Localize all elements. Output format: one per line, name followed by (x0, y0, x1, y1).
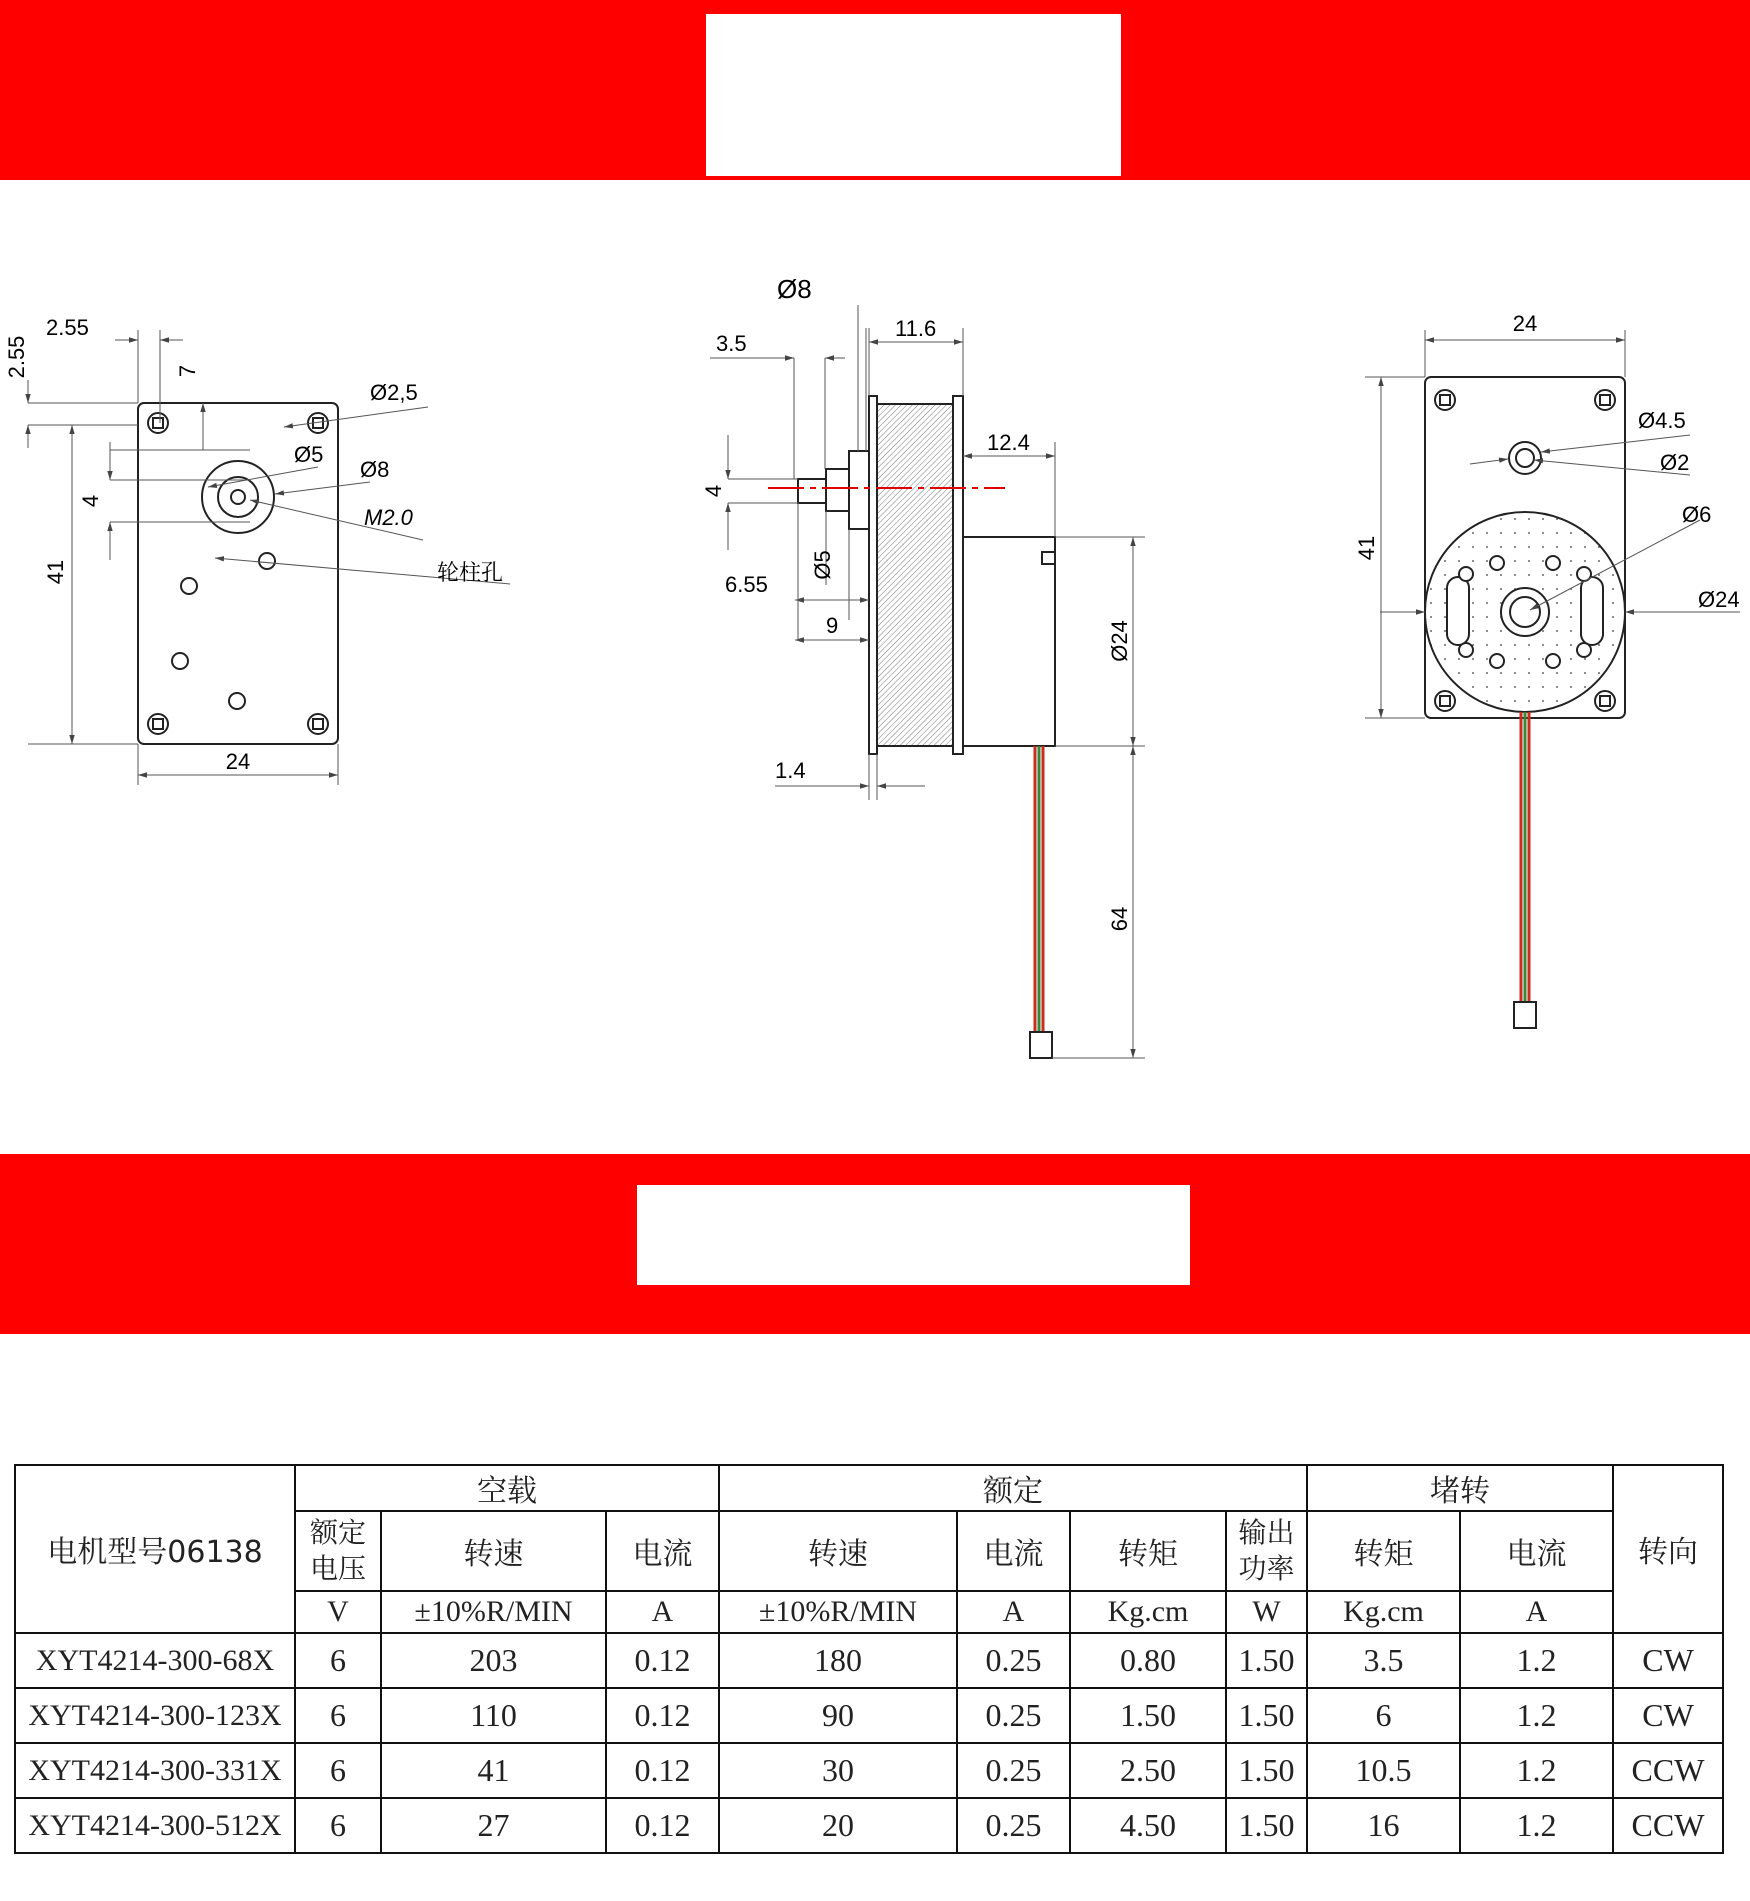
dim-width: 24 (225, 749, 251, 774)
model-cell: XYT4214-300-512X (15, 1798, 295, 1853)
gearbox-body (877, 404, 953, 746)
bearing-hole (1510, 597, 1540, 627)
table-cell: CCW (1613, 1798, 1723, 1853)
output-shaft-side (826, 469, 849, 511)
motor-can (963, 537, 1055, 746)
dim-total: 9 (826, 613, 839, 638)
pillar-hole (229, 693, 245, 709)
table-cell: 0.25 (957, 1688, 1070, 1743)
col-rated-speed: 转速 (719, 1511, 957, 1591)
model-cell: XYT4214-300-123X (15, 1688, 295, 1743)
unit-cell: A (606, 1591, 719, 1633)
unit-cell: Kg.cm (1307, 1591, 1460, 1633)
vent-hole (1490, 654, 1504, 668)
table-row (15, 1688, 1723, 1743)
dim-collar: Ø5 (294, 442, 324, 467)
table-cell: 6 (295, 1798, 381, 1853)
front-view-labels (4, 315, 503, 774)
gearbox-rear-plate (953, 396, 963, 754)
model-header: 电机型号06138 (15, 1465, 295, 1633)
vent-hole (1546, 654, 1560, 668)
col-stall-torque: 转矩 (1307, 1511, 1460, 1591)
table-cell: 10.5 (1307, 1743, 1460, 1798)
dim-shaft-len: 3.5 (716, 331, 747, 356)
dim-hub-dia: Ø8 (777, 274, 812, 304)
model-cell: XYT4214-300-68X (15, 1633, 295, 1688)
table-cell: 1.50 (1226, 1688, 1307, 1743)
pillar-hole (172, 653, 188, 669)
table-cell: 0.12 (606, 1743, 719, 1798)
table-cell: 180 (719, 1633, 957, 1688)
col-rated-torque: 转矩 (1070, 1511, 1226, 1591)
output-collar (218, 477, 258, 517)
dim-height: 41 (43, 559, 68, 585)
table-cell: CCW (1613, 1743, 1723, 1798)
vent-hole (1577, 643, 1591, 657)
unit-cell: ±10%R/MIN (719, 1591, 957, 1633)
unit-cell: W (1226, 1591, 1307, 1633)
label-pillar-hole: 轮柱孔 (437, 560, 504, 585)
pillar-hole (259, 553, 275, 569)
table-cell: 0.12 (606, 1633, 719, 1688)
table-cell: 6 (295, 1633, 381, 1688)
vent-hole (1459, 643, 1473, 657)
table-cell: 0.12 (606, 1688, 719, 1743)
table-cell: 0.25 (957, 1633, 1070, 1688)
table-cell: 0.12 (606, 1798, 719, 1853)
dim-hole-offset: 7 (175, 364, 200, 378)
dim-plate: 1.4 (775, 758, 806, 783)
dim-rear-pin: Ø2 (1660, 450, 1690, 475)
dim-shaft-flat-side: 4 (701, 484, 726, 498)
table-cell: 3.5 (1307, 1633, 1460, 1688)
table-cell: 30 (719, 1743, 957, 1798)
dim-lead: 64 (1107, 906, 1132, 932)
dim-mount-hole: Ø2,5 (370, 380, 418, 405)
table-row (15, 1798, 1723, 1853)
front-view-dimensions (28, 330, 510, 785)
table-cell: 6 (1307, 1688, 1460, 1743)
table-cell: 2.50 (1070, 1743, 1226, 1798)
dim-rear-bearing: Ø6 (1682, 502, 1712, 527)
mount-hole (148, 714, 168, 734)
middle-banner (0, 1154, 1750, 1334)
dim-motor-len: 12.4 (987, 430, 1030, 455)
table-cell: 16 (1307, 1798, 1460, 1853)
col-rated-voltage: 额定 电压 (295, 1511, 381, 1591)
table-row (15, 1633, 1723, 1688)
connector-side (1030, 1032, 1052, 1058)
vent-hole (1490, 556, 1504, 570)
col-rated-current: 电流 (957, 1511, 1070, 1591)
table-cell: 20 (719, 1798, 957, 1853)
table-cell: 1.50 (1226, 1743, 1307, 1798)
table-cell: 6 (295, 1743, 381, 1798)
unit-cell: A (957, 1591, 1070, 1633)
spec-table (14, 1464, 1724, 1854)
lead-wires-rear (1521, 712, 1529, 1002)
col-no-load-speed: 转速 (381, 1511, 606, 1591)
rear-pin (1516, 449, 1534, 467)
dim-thread: M2.0 (364, 505, 413, 530)
table-cell: 1.2 (1460, 1798, 1613, 1853)
table-cell: 1.2 (1460, 1743, 1613, 1798)
brush-slot (1447, 577, 1469, 645)
dim-rear-width: 24 (1512, 311, 1538, 336)
mount-hole (308, 714, 328, 734)
table-cell: 1.50 (1226, 1798, 1307, 1853)
table-cell: 90 (719, 1688, 957, 1743)
dim-gearbox-len: 11.6 (895, 316, 937, 341)
rear-view (1425, 377, 1625, 718)
dim-top-offset: 2.55 (4, 335, 29, 379)
table-cell: 1.2 (1460, 1633, 1613, 1688)
vent-hole (1459, 567, 1473, 581)
lead-wires-side (1035, 746, 1043, 1032)
connector-rear (1514, 1002, 1536, 1028)
middle-banner-title-box (637, 1185, 1190, 1285)
dim-left-offset: 2.55 (46, 315, 89, 340)
table-cell: CW (1613, 1688, 1723, 1743)
group-rated: 额定 (719, 1465, 1307, 1511)
dim-rear-motor: Ø24 (1698, 587, 1740, 612)
unit-cell: Kg.cm (1070, 1591, 1226, 1633)
table-cell: 0.25 (957, 1798, 1070, 1853)
table-cell: 41 (381, 1743, 606, 1798)
table-row (15, 1743, 1723, 1798)
dim-rear-boss: Ø4.5 (1638, 408, 1686, 433)
table-cell: 110 (381, 1688, 606, 1743)
unit-cell: A (1460, 1591, 1613, 1633)
pillar-hole (181, 578, 197, 594)
vent-hole (1546, 556, 1560, 570)
output-boss (849, 451, 869, 529)
group-stall: 堵转 (1307, 1465, 1613, 1511)
dim-boss-dia: Ø5 (810, 550, 835, 580)
brush-slot (1581, 577, 1603, 645)
table-cell: 6 (295, 1688, 381, 1743)
table-cell: CW (1613, 1633, 1723, 1688)
col-output-power: 输出 功率 (1226, 1511, 1307, 1591)
top-banner-title-box (706, 14, 1121, 176)
motor-notch (1042, 552, 1055, 564)
spec-table-wrap (14, 1464, 1724, 1854)
col-stall-current: 电流 (1460, 1511, 1613, 1591)
gearbox-front-plate (869, 396, 877, 754)
top-banner (0, 0, 1750, 180)
dim-shaft-flat: 4 (78, 494, 103, 508)
table-cell: 1.50 (1070, 1688, 1226, 1743)
technical-drawing (0, 180, 1750, 1120)
shaft-flat (798, 479, 826, 503)
model-cell: XYT4214-300-331X (15, 1743, 295, 1798)
dim-hub: Ø8 (360, 457, 390, 482)
col-no-load-current: 电流 (606, 1511, 719, 1591)
table-cell: 1.50 (1226, 1633, 1307, 1688)
table-cell: 27 (381, 1798, 606, 1853)
table-cell: 0.25 (957, 1743, 1070, 1798)
table-cell: 1.2 (1460, 1688, 1613, 1743)
output-shaft (231, 490, 245, 504)
col-direction: 转向 (1613, 1465, 1723, 1633)
dim-rear-height: 41 (1354, 535, 1379, 561)
table-cell: 0.80 (1070, 1633, 1226, 1688)
dim-boss-len: 6.55 (725, 572, 768, 597)
mount-hole (148, 413, 168, 433)
table-cell: 4.50 (1070, 1798, 1226, 1853)
table-cell: 203 (381, 1633, 606, 1688)
unit-cell: V (295, 1591, 381, 1633)
group-no-load: 空载 (295, 1465, 719, 1511)
unit-cell: ±10%R/MIN (381, 1591, 606, 1633)
dim-motor-dia: Ø24 (1107, 620, 1132, 662)
